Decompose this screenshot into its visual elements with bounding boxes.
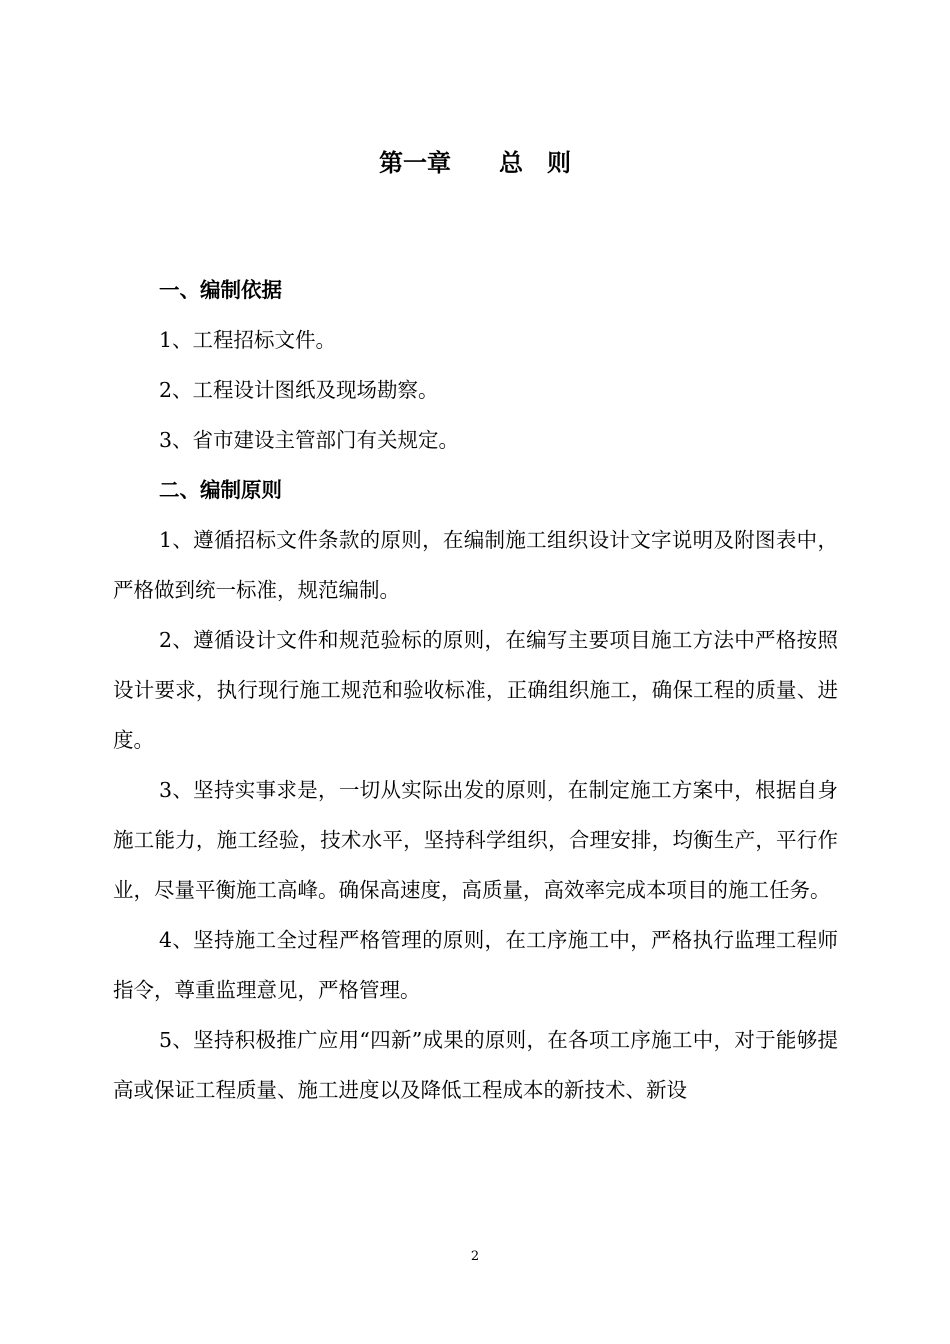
paragraph: 1、遵循招标文件条款的原则，在编制施工组织设计文字说明及附图表中，严格做到统一标准，规范编制。 — [113, 528, 838, 602]
paragraph: 3、坚持实事求是，一切从实际出发的原则，在制定施工方案中，根据自身施工能力，施工经验，技术水平，坚持科学组织，合理安排，均衡生产，平行作业，尽量平衡施工高峰。确保高速度，高质量，高效率完成本项目的施工任务。 — [113, 778, 838, 902]
body-text — [113, 265, 838, 1115]
paragraph: 4、坚持施工全过程严格管理的原则，在工序施工中，严格执行监理工程师指令，尊重监理意见，严格管理。 — [113, 928, 838, 1002]
paragraph: 2、遵循设计文件和规范验标的原则，在编写主要项目施工方法中严格按照设计要求，执行现行施工规范和验收标准，正确组织施工，确保工程的质量、进度。 — [113, 628, 838, 752]
chapter-title: 第一章 总 则 — [379, 149, 571, 177]
paragraph: 5、坚持积极推广应用“四新”成果的原则，在各项工序施工中，对于能够提高或保证工程质量、施工进度以及降低工程成本的新技术、新设 — [113, 1028, 838, 1102]
paragraph: 2、工程设计图纸及现场勘察。 — [159, 378, 439, 402]
section-heading: 一、编制依据 — [159, 278, 282, 302]
page-number: 2 — [470, 1249, 480, 1264]
section-heading: 二、编制原则 — [159, 478, 282, 502]
paragraph: 1、工程招标文件。 — [159, 328, 337, 352]
paragraph: 3、省市建设主管部门有关规定。 — [159, 428, 460, 452]
